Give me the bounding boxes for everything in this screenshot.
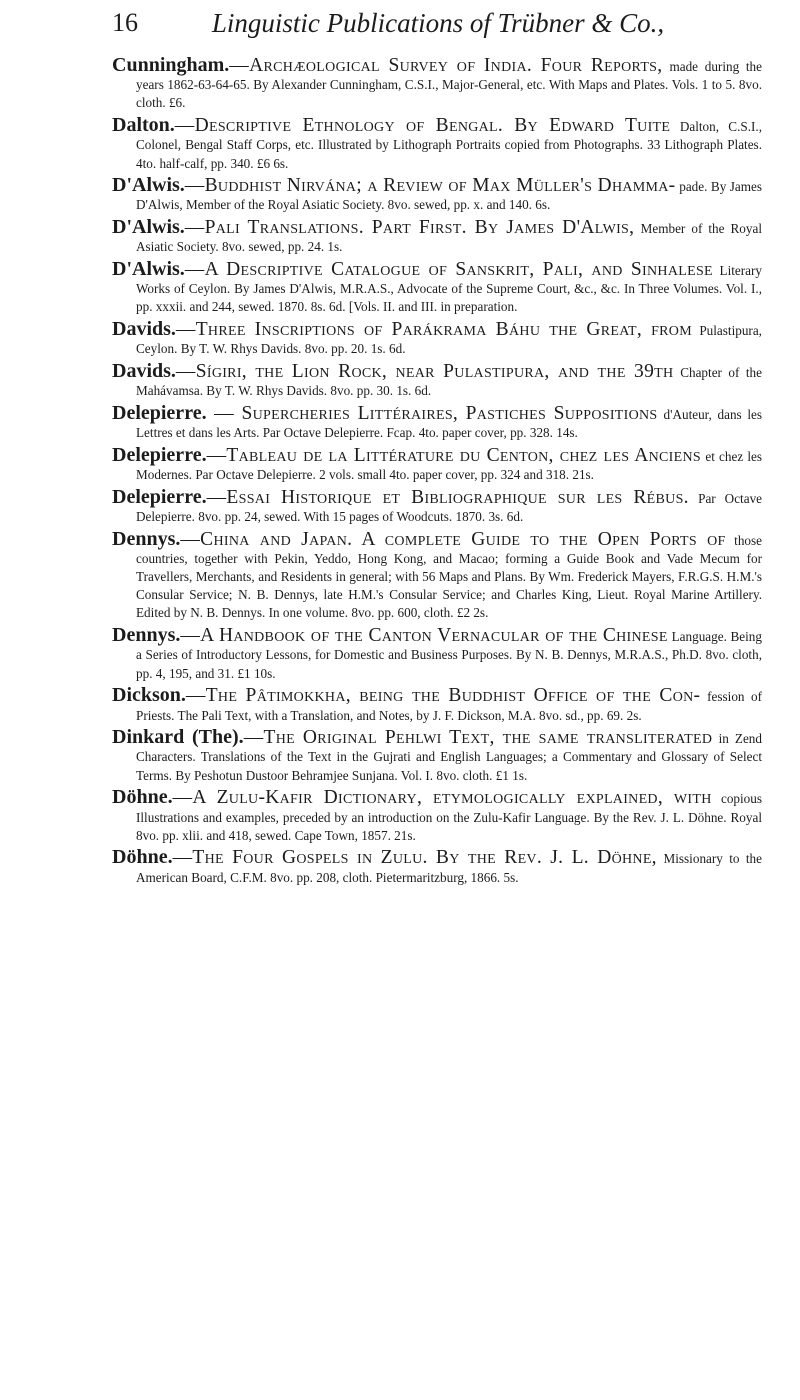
catalogue-entry: [112, 527, 762, 623]
catalogue-entry: [112, 728, 762, 785]
entry-details: d'Auteur, dans les Lettres et dans les Arts. Par Octave Delepierre. Fcap. 4to. paper cover, pp. 328. 14s.: [136, 406, 762, 441]
entry-details: Member of the Royal Asiatic Society. 8vo. sewed, pp. 24. 1s.: [136, 221, 763, 255]
entry-title: —The Original Pehlwi Text, the same transliterated: [243, 727, 713, 749]
entry-details: fession of Priests. The Pali Text, with a Translation, and Notes, by J. F. Dickson, M.A. 8vo. sd., pp. 69. 2s.: [136, 689, 762, 723]
page-number: 16: [112, 8, 138, 37]
entry-headword: D'Alwis.: [112, 258, 185, 281]
catalogue-entry: [112, 401, 762, 442]
entry-details: Literary Works of Ceylon. By James D'Alwis, M.R.A.S., Advocate of the Supreme Court, &c., &c. In Three Volumes. Vol. I., pp. xxxii. and 244, sewed. 1870. 8s. 6d. [Vols. II. and III. in preparation.: [136, 263, 762, 315]
entry-title: —The Pâtimokkha, being the Buddhist Office of the Con-: [185, 685, 701, 707]
catalogue-entry: [112, 788, 762, 845]
entry-headword: Döhne.: [112, 786, 173, 809]
entry-title: —Three Inscriptions of Parákrama Báhu the Great, from: [175, 319, 692, 341]
entry-title: —A Zulu-Kafir Dictionary, etymologically explained, with: [172, 787, 712, 809]
entry-title: —Buddhist Nirvána; a Review of Max Müller's Dhamma-: [184, 175, 676, 197]
entry-details: Pulastipura, Ceylon. By T. W. Rhys Davids. 8vo. pp. 20. 1s. 6d.: [136, 323, 762, 357]
entry-title: —China and Japan. A complete Guide to the Open Ports of: [180, 528, 726, 550]
entry-title: —Descriptive Ethnology of Bengal. By Edward Tuite: [174, 115, 671, 137]
catalogue-entry: [112, 218, 762, 256]
catalogue-entry: [112, 176, 762, 214]
entry-headword: Dennys.: [112, 527, 181, 550]
entry-title: —Archæological Survey of India. Four Reports,: [229, 55, 663, 76]
catalogue-entry: [112, 626, 762, 683]
entry-details: made during the years 1862-63-64-65. By Alexander Cunningham, C.S.I., Major-General, etc. With Maps and Plates. Vols. 1 to 5. 8vo. cloth. £6.: [136, 59, 763, 111]
entry-headword: Delepierre.: [112, 443, 207, 466]
entry-details: those countries, together with Pekin, Yeddo, Hong Kong, and Macao; forming a Guide Book and Vade Mecum for Travellers, Merchants, and Residents in general; with 56 Maps and Plans. By Wm. Frederick Mayers, F.R.G.S. H.M.'s Consular Service; N. B. Dennys, late H.M.'s Consular Service; and Charles King, Lieut. Royal Marine Artillery. Edited by N. B. Dennys. In one volume. 8vo. pp. 600, cloth. £2 2s.: [136, 532, 762, 621]
entry-details: in Zend Characters. Translations of the Text in the Gujrati and English Languages; a Commentary and Glossary of Select Terms. By Peshotun Dustoor Behramjee Sunjana. Vol. I. 8vo. cloth. £1 1s.: [136, 731, 762, 783]
catalogue-entry: [112, 320, 762, 358]
catalogue-entry: [112, 56, 762, 113]
entry-title: —Tableau de la Littérature du Centon, chez les Anciens: [206, 444, 701, 466]
catalogue-entry: [112, 686, 762, 724]
entry-headword: Davids.: [112, 360, 176, 383]
catalogue-entry: [112, 485, 763, 526]
catalogue-entry: [112, 116, 762, 173]
entry-headword: Delepierre.: [112, 401, 207, 424]
entry-headword: Dinkard (The).: [112, 726, 244, 749]
entry-title: —A Descriptive Catalogue of Sanskrit, Pali, and Sinhalese: [184, 259, 713, 281]
catalogue-entry: [112, 848, 762, 886]
catalogue-entries: [112, 56, 762, 890]
entry-title: —Sígiri, the Lion Rock, near Pulastipura, and the 39th: [175, 361, 674, 383]
entry-headword: Döhne.: [112, 846, 173, 869]
entry-headword: D'Alwis.: [112, 174, 185, 197]
entry-headword: D'Alwis.: [112, 216, 185, 239]
entry-details: copious Illustrations and examples, preceded by an introduction on the Zulu-Kafir Language. By the Rev. J. L. Döhne. Royal 8vo. pp. xlii. and 418, sewed. Cape Town, 1857. 21s.: [136, 791, 762, 843]
entry-title: —The Four Gospels in Zulu. By the Rev. J. L. Döhne,: [172, 847, 657, 869]
catalogue-entry: [112, 443, 762, 484]
entry-details: Par Octave Delepierre. 8vo. pp. 24, sewed. With 15 pages of Woodcuts. 1870. 3s. 6d.: [136, 490, 763, 524]
catalogue-entry: [112, 362, 762, 400]
entry-headword: Dickson.: [112, 684, 186, 707]
entry-title: —Pali Translations. Part First. By James D'Alwis,: [184, 217, 635, 239]
entry-title: —Essai Historique et Bibliographique sur les Rébus.: [206, 486, 689, 508]
entry-headword: Davids.: [112, 318, 176, 341]
catalogue-entry: [112, 260, 762, 317]
entry-headword: Dennys.: [112, 624, 181, 647]
entry-details: Dalton, C.S.I., Colonel, Bengal Staff Corps, etc. Illustrated by Lithograph Portraits copied from Photographs. 33 Lithograph Plates. 4to. half-calf, pp. 340. £6 6s.: [136, 119, 762, 171]
entry-details: Missionary to the American Board, C.F.M. 8vo. pp. 208, cloth. Pietermaritzburg, 1866. 5s.: [136, 851, 762, 885]
entry-details: et chez les Modernes. Par Octave Delepierre. 2 vols. small 4to. paper cover, pp. 324 and 318. 21s.: [136, 448, 762, 483]
running-title: Linguistic Publications of Trübner & Co.,: [211, 8, 665, 38]
entry-title: —A Handbook of the Canton Vernacular of the Chinese: [180, 625, 668, 647]
entry-details: Chapter of the Mahávamsa. By T. W. Rhys Davids. 8vo. pp. 30. 1s. 6d.: [136, 365, 763, 399]
entry-headword: Delepierre.: [112, 485, 207, 508]
entry-details: pade. By James D'Alwis, Member of the Royal Asiatic Society. 8vo. sewed, pp. x. and 140. 6s.: [136, 179, 762, 213]
entry-headword: Cunningham.: [112, 54, 230, 76]
entry-headword: Dalton.: [112, 114, 175, 137]
entry-title: — Supercheries Littéraires, Pastiches Suppositions: [206, 402, 658, 424]
page-header: [112, 8, 764, 48]
entry-details: Language. Being a Series of Introductory Lessons, for Domestic and Business Purposes. By N. B. Dennys, M.R.A.S., Ph.D. 8vo. cloth, pp. 4, 195, and 31. £1 10s.: [136, 629, 762, 681]
